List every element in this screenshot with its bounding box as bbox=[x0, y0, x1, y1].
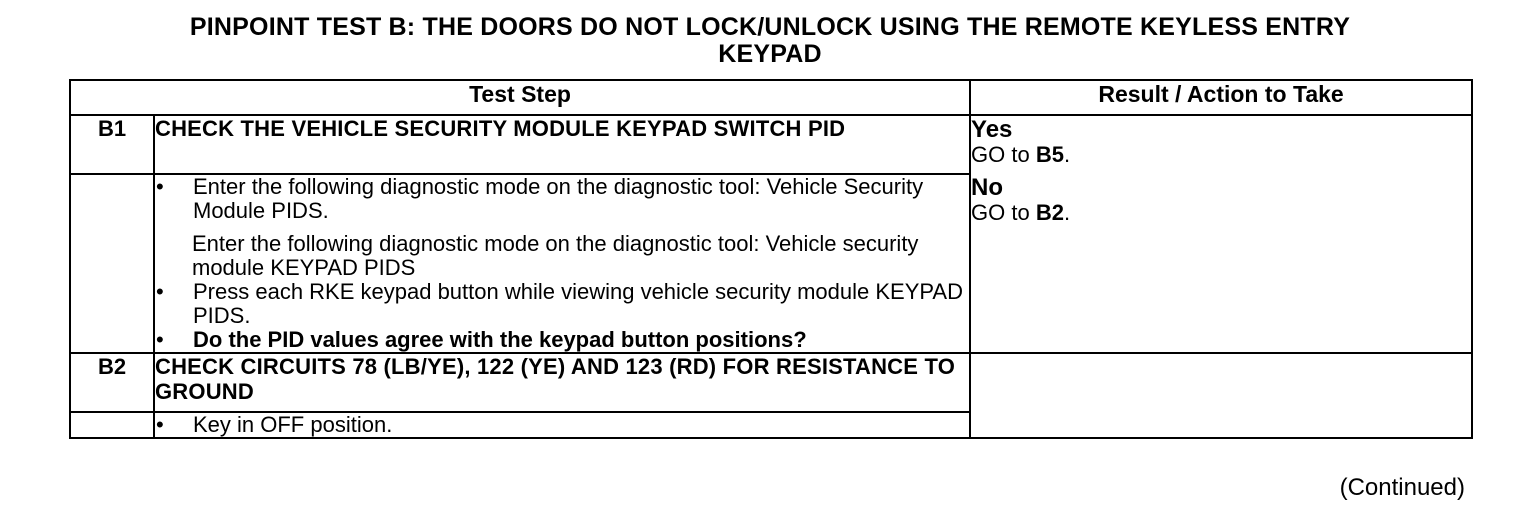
pinpoint-test-table bbox=[69, 79, 1473, 439]
page-title bbox=[0, 14, 1520, 68]
header-test-step: Test Step bbox=[70, 80, 970, 115]
header-result: Result / Action to Take bbox=[970, 80, 1472, 115]
list-item-text: Press each RKE keypad button while viewing vehicle security module KEYPAD PIDS. bbox=[193, 279, 963, 328]
result-no-label: No bbox=[971, 174, 1004, 201]
step-b2-id-spacer bbox=[70, 412, 154, 438]
result-yes-target: B5 bbox=[1035, 142, 1064, 167]
step-paragraph: Enter the following diagnostic mode on the diagnostic tool: Vehicle security module KEYPAD PIDS bbox=[192, 231, 919, 280]
step-b2-title-row bbox=[70, 353, 1472, 412]
list-item-question: Do the PID values agree with the keypad button positions? bbox=[193, 327, 807, 352]
bullet-icon: • bbox=[156, 174, 164, 199]
result-no-suffix: . bbox=[1063, 200, 1071, 225]
step-title: CHECK THE VEHICLE SECURITY MODULE KEYPAD SWITCH PID bbox=[154, 115, 970, 174]
result-yes-suffix: . bbox=[1063, 142, 1071, 167]
list-item-text: Enter the following diagnostic mode on the diagnostic tool: Vehicle Security Module PIDS. bbox=[193, 174, 924, 223]
step-body bbox=[154, 174, 970, 353]
bullet-icon: • bbox=[156, 327, 164, 352]
result-yes-prefix: GO to bbox=[971, 142, 1036, 167]
list-item bbox=[155, 280, 969, 328]
list-item bbox=[155, 175, 969, 223]
result-no-target: B2 bbox=[1035, 200, 1064, 225]
result-gap bbox=[971, 167, 1471, 174]
result-yes-label: Yes bbox=[971, 116, 1013, 143]
result-no-action bbox=[971, 201, 1471, 225]
page-title-line-2: KEYPAD bbox=[718, 40, 822, 68]
step-b1-id-spacer bbox=[70, 174, 154, 353]
page-title-line-1: PINPOINT TEST B: THE DOORS DO NOT LOCK/UNLOCK USING THE REMOTE KEYLESS ENTRY bbox=[189, 13, 1351, 41]
step-body bbox=[154, 412, 970, 438]
list-item bbox=[155, 413, 969, 437]
step-b1-title-row bbox=[70, 115, 1472, 174]
table-header-row bbox=[70, 80, 1472, 115]
step-b2-result bbox=[970, 353, 1472, 438]
result-yes-action bbox=[971, 143, 1471, 167]
bullet-icon: • bbox=[156, 412, 164, 437]
list-item-text: Key in OFF position. bbox=[193, 412, 393, 437]
bullet-icon: • bbox=[156, 279, 164, 304]
step-title: CHECK CIRCUITS 78 (LB/YE), 122 (YE) AND 123 (RD) FOR RESISTANCE TO GROUND bbox=[154, 353, 970, 412]
continued-label: (Continued) bbox=[1339, 474, 1465, 501]
result-no-prefix: GO to bbox=[971, 200, 1036, 225]
step-id: B1 bbox=[70, 115, 154, 174]
step-id: B2 bbox=[70, 353, 154, 412]
step-b1-result bbox=[970, 115, 1472, 353]
list-item bbox=[155, 328, 969, 352]
